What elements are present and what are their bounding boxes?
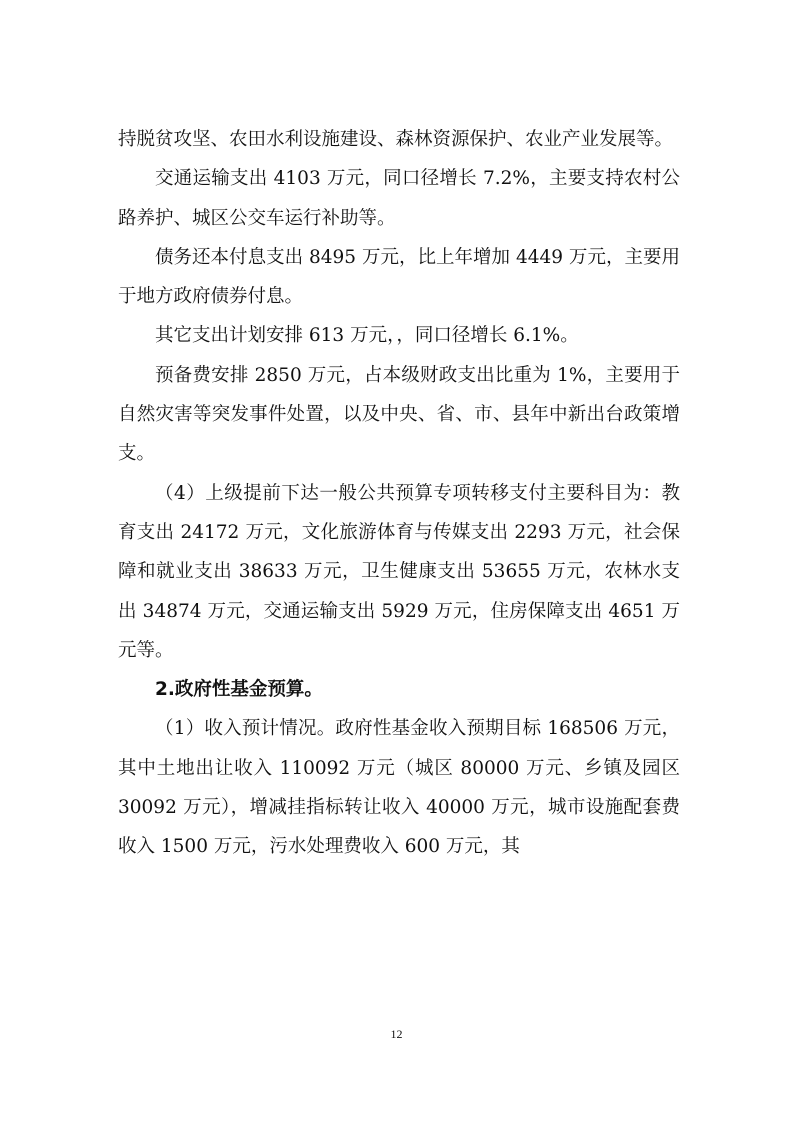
paragraph-debt-service: 债务还本付息支出 8495 万元，比上年增加 4449 万元，主要用于地方政府债券付息。 (118, 246, 680, 308)
section-heading-government-fund: 2.政府性基金预算。 (155, 679, 323, 701)
paragraph-continuation: 持脱贫攻坚、农田水利设施建设、森林资源保护、农业产业发展等。 (118, 129, 674, 150)
body-text (118, 120, 680, 867)
page-number: 12 (390, 1027, 403, 1041)
paragraph-reserve-fund: 预备费安排 2850 万元，占本级财政支出比重为 1%，主要用于自然灾害等突发事件处置，以及中央、省、市、县年中新出台政策增支。 (118, 364, 680, 465)
paragraph-special-transfer: （4）上级提前下达一般公共预算专项转移支付主要科目为：教育支出 24172 万元，文化旅游体育与传媒支出 2293 万元，社会保障和就业支出 38633 万元，卫生健康支出 53655 万元，农林水支出 34874 万元，交通运输支出 5929 万元，住房保障支出 4651 万元等。 (118, 482, 680, 661)
paragraph-other-expenditure: 其它支出计划安排 613 万元，，同口径增长 6.1%。 (155, 325, 579, 347)
paragraph-transport-expenditure: 交通运输支出 4103 万元，同口径增长 7.2%，主要支持农村公路养护、城区公交车运行补助等。 (118, 168, 680, 229)
paragraph-revenue-forecast: （1）收入预计情况。政府性基金收入预期目标 168506 万元，其中土地出让收入 110092 万元（城区 80000 万元、乡镇及园区 30092 万元），增减挂指标转让收入 40000 万元，城市设施配套费收入 1500 万元，污水处理费收入 600 万元，其 (118, 718, 680, 858)
